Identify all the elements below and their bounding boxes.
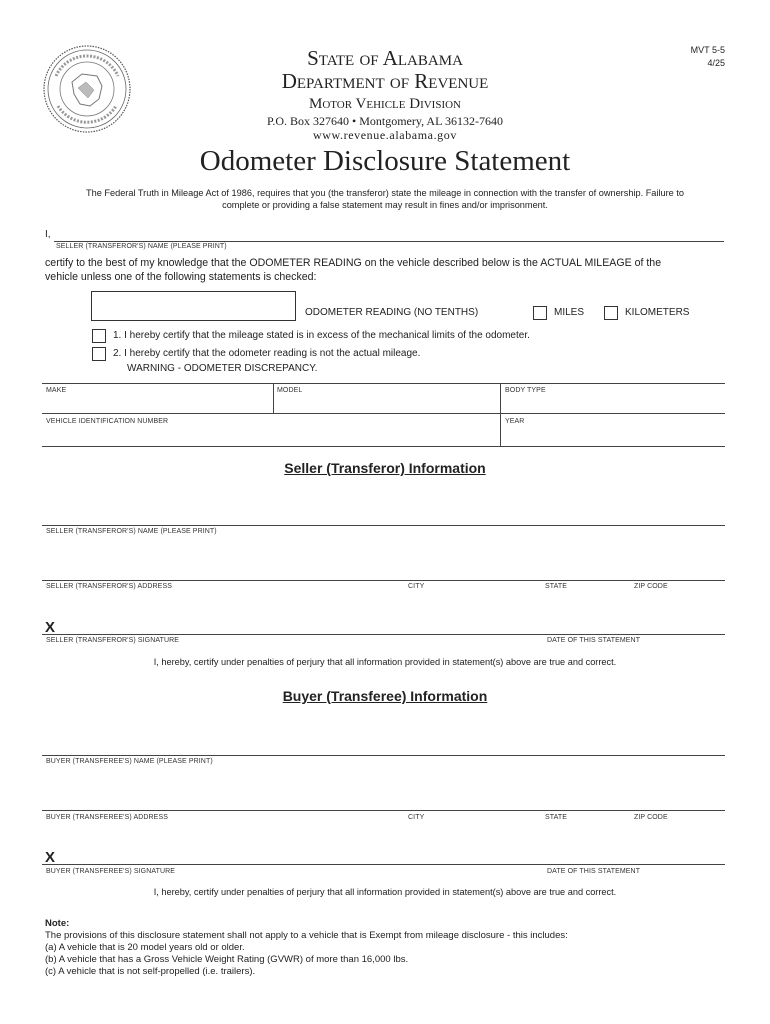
department-name: Department of Revenue: [281, 69, 489, 93]
statement-1-checkbox[interactable]: [92, 329, 106, 343]
note-item-b: (b) A vehicle that has a Gross Vehicle Weight Rating (GVWR) of more than 16,000 lbs.: [45, 954, 409, 965]
mailing-address: P.O. Box 327640 • Montgomery, AL 36132-7640: [267, 114, 503, 128]
i-label: I,: [45, 229, 51, 240]
statement-1-text: 1. I hereby certify that the mileage stated is in excess of the mechanical limits of the odometer.: [113, 330, 530, 341]
odometer-reading-label: ODOMETER READING (NO TENTHS): [305, 307, 479, 318]
vehicle-table-bottom-line: [42, 446, 725, 447]
seller-name-label: SELLER (TRANSFEROR'S) NAME (PLEASE PRINT): [46, 528, 217, 535]
buyer-section-title: Buyer (Transferee) Information: [282, 688, 488, 704]
page-title: Odometer Disclosure Statement: [199, 145, 571, 177]
certify-text-line-2: vehicle unless one of the following statements is checked:: [45, 271, 317, 283]
seller-address-label: SELLER (TRANSFEROR'S) ADDRESS: [46, 583, 172, 590]
website: www.revenue.alabama.gov: [313, 128, 457, 142]
state-name: State of Alabama: [307, 46, 463, 70]
buyer-signature-x: X: [45, 849, 56, 866]
seller-name-line[interactable]: [42, 525, 725, 526]
note-item-c: (c) A vehicle that is not self-propelled (i.e. trailers).: [45, 966, 256, 977]
buyer-zip-label: ZIP CODE: [634, 814, 668, 821]
seller-signature-label: SELLER (TRANSFEROR'S) SIGNATURE: [46, 637, 180, 644]
buyer-city-label: CITY: [408, 814, 425, 821]
form-number: MVT 5-5: [690, 45, 725, 55]
note-line-1: The provisions of this disclosure statement shall not apply to a vehicle that is Exempt from mileage disclosure - this includes:: [45, 930, 568, 941]
note-item-a: (a) A vehicle that is 20 model years old or older.: [45, 942, 245, 953]
vehicle-table-mid-line: [42, 413, 725, 414]
make-field[interactable]: MAKE: [46, 387, 67, 394]
certify-text-line-1: certify to the best of my knowledge that the ODOMETER READING on the vehicle described below is the ACTUAL MILEAGE of the: [45, 257, 662, 269]
buyer-name-line[interactable]: [42, 755, 725, 756]
odometer-reading-input[interactable]: [91, 291, 296, 321]
statement-2-text: 2. I hereby certify that the odometer reading is not the actual mileage.: [113, 348, 421, 359]
form-number-block: [691, 44, 725, 70]
statement-2-checkbox[interactable]: [92, 347, 106, 361]
miles-checkbox[interactable]: [533, 306, 547, 320]
buyer-address-label: BUYER (TRANSFEREE'S) ADDRESS: [46, 814, 168, 821]
warning-text: WARNING - ODOMETER DISCREPANCY.: [127, 363, 318, 374]
seller-city-label: CITY: [408, 583, 425, 590]
seller-signature-x: X: [45, 619, 56, 636]
intro-line-2: complete or providing a false statement may result in fines and/or imprisonment.: [222, 200, 548, 210]
buyer-date-label: DATE OF THIS STATEMENT: [547, 868, 641, 875]
seller-address-line[interactable]: [42, 580, 725, 581]
seller-date-label: DATE OF THIS STATEMENT: [547, 637, 641, 644]
miles-label: MILES: [554, 307, 585, 318]
seller-state-label: STATE: [545, 583, 568, 590]
vehicle-table-top-line: [42, 383, 725, 384]
seller-section-title: Seller (Transferor) Information: [284, 460, 486, 476]
kilometers-checkbox[interactable]: [604, 306, 618, 320]
intro-line-1: The Federal Truth in Mileage Act of 1986, requires that you (the transferor) state the mileage in connection with the transfer of ownership. Failure to: [85, 188, 684, 198]
buyer-signature-label: BUYER (TRANSFEREE'S) SIGNATURE: [46, 868, 176, 875]
buyer-address-line[interactable]: [42, 810, 725, 811]
buyer-certify-text: I, hereby, certify under penalties of perjury that all information provided in statement(s) above are true and correct.: [153, 887, 617, 897]
note-heading: Note:: [45, 918, 70, 929]
buyer-state-label: STATE: [545, 814, 568, 821]
seller-signature-line[interactable]: [42, 634, 725, 635]
form-date: 4/25: [707, 58, 725, 68]
certify-name-line[interactable]: [54, 241, 724, 242]
model-field[interactable]: MODEL: [277, 387, 303, 394]
body-type-field[interactable]: BODY TYPE: [505, 387, 546, 394]
vehicle-divider-2: [500, 383, 501, 446]
vehicle-divider-1: [273, 383, 274, 413]
division-name: Motor Vehicle Division: [308, 96, 462, 112]
seller-zip-label: ZIP CODE: [634, 583, 668, 590]
year-field[interactable]: YEAR: [505, 418, 525, 425]
buyer-signature-line[interactable]: [42, 864, 725, 865]
vin-field[interactable]: VEHICLE IDENTIFICATION NUMBER: [46, 418, 169, 425]
seller-certify-text: I, hereby, certify under penalties of perjury that all information provided in statement(s) above are true and correct.: [153, 657, 617, 667]
buyer-name-label: BUYER (TRANSFEREE'S) NAME (PLEASE PRINT): [46, 758, 213, 765]
certify-seller-name-label: SELLER (TRANSFEROR'S) NAME (PLEASE PRINT): [56, 243, 227, 250]
kilometers-label: KILOMETERS: [625, 307, 690, 318]
